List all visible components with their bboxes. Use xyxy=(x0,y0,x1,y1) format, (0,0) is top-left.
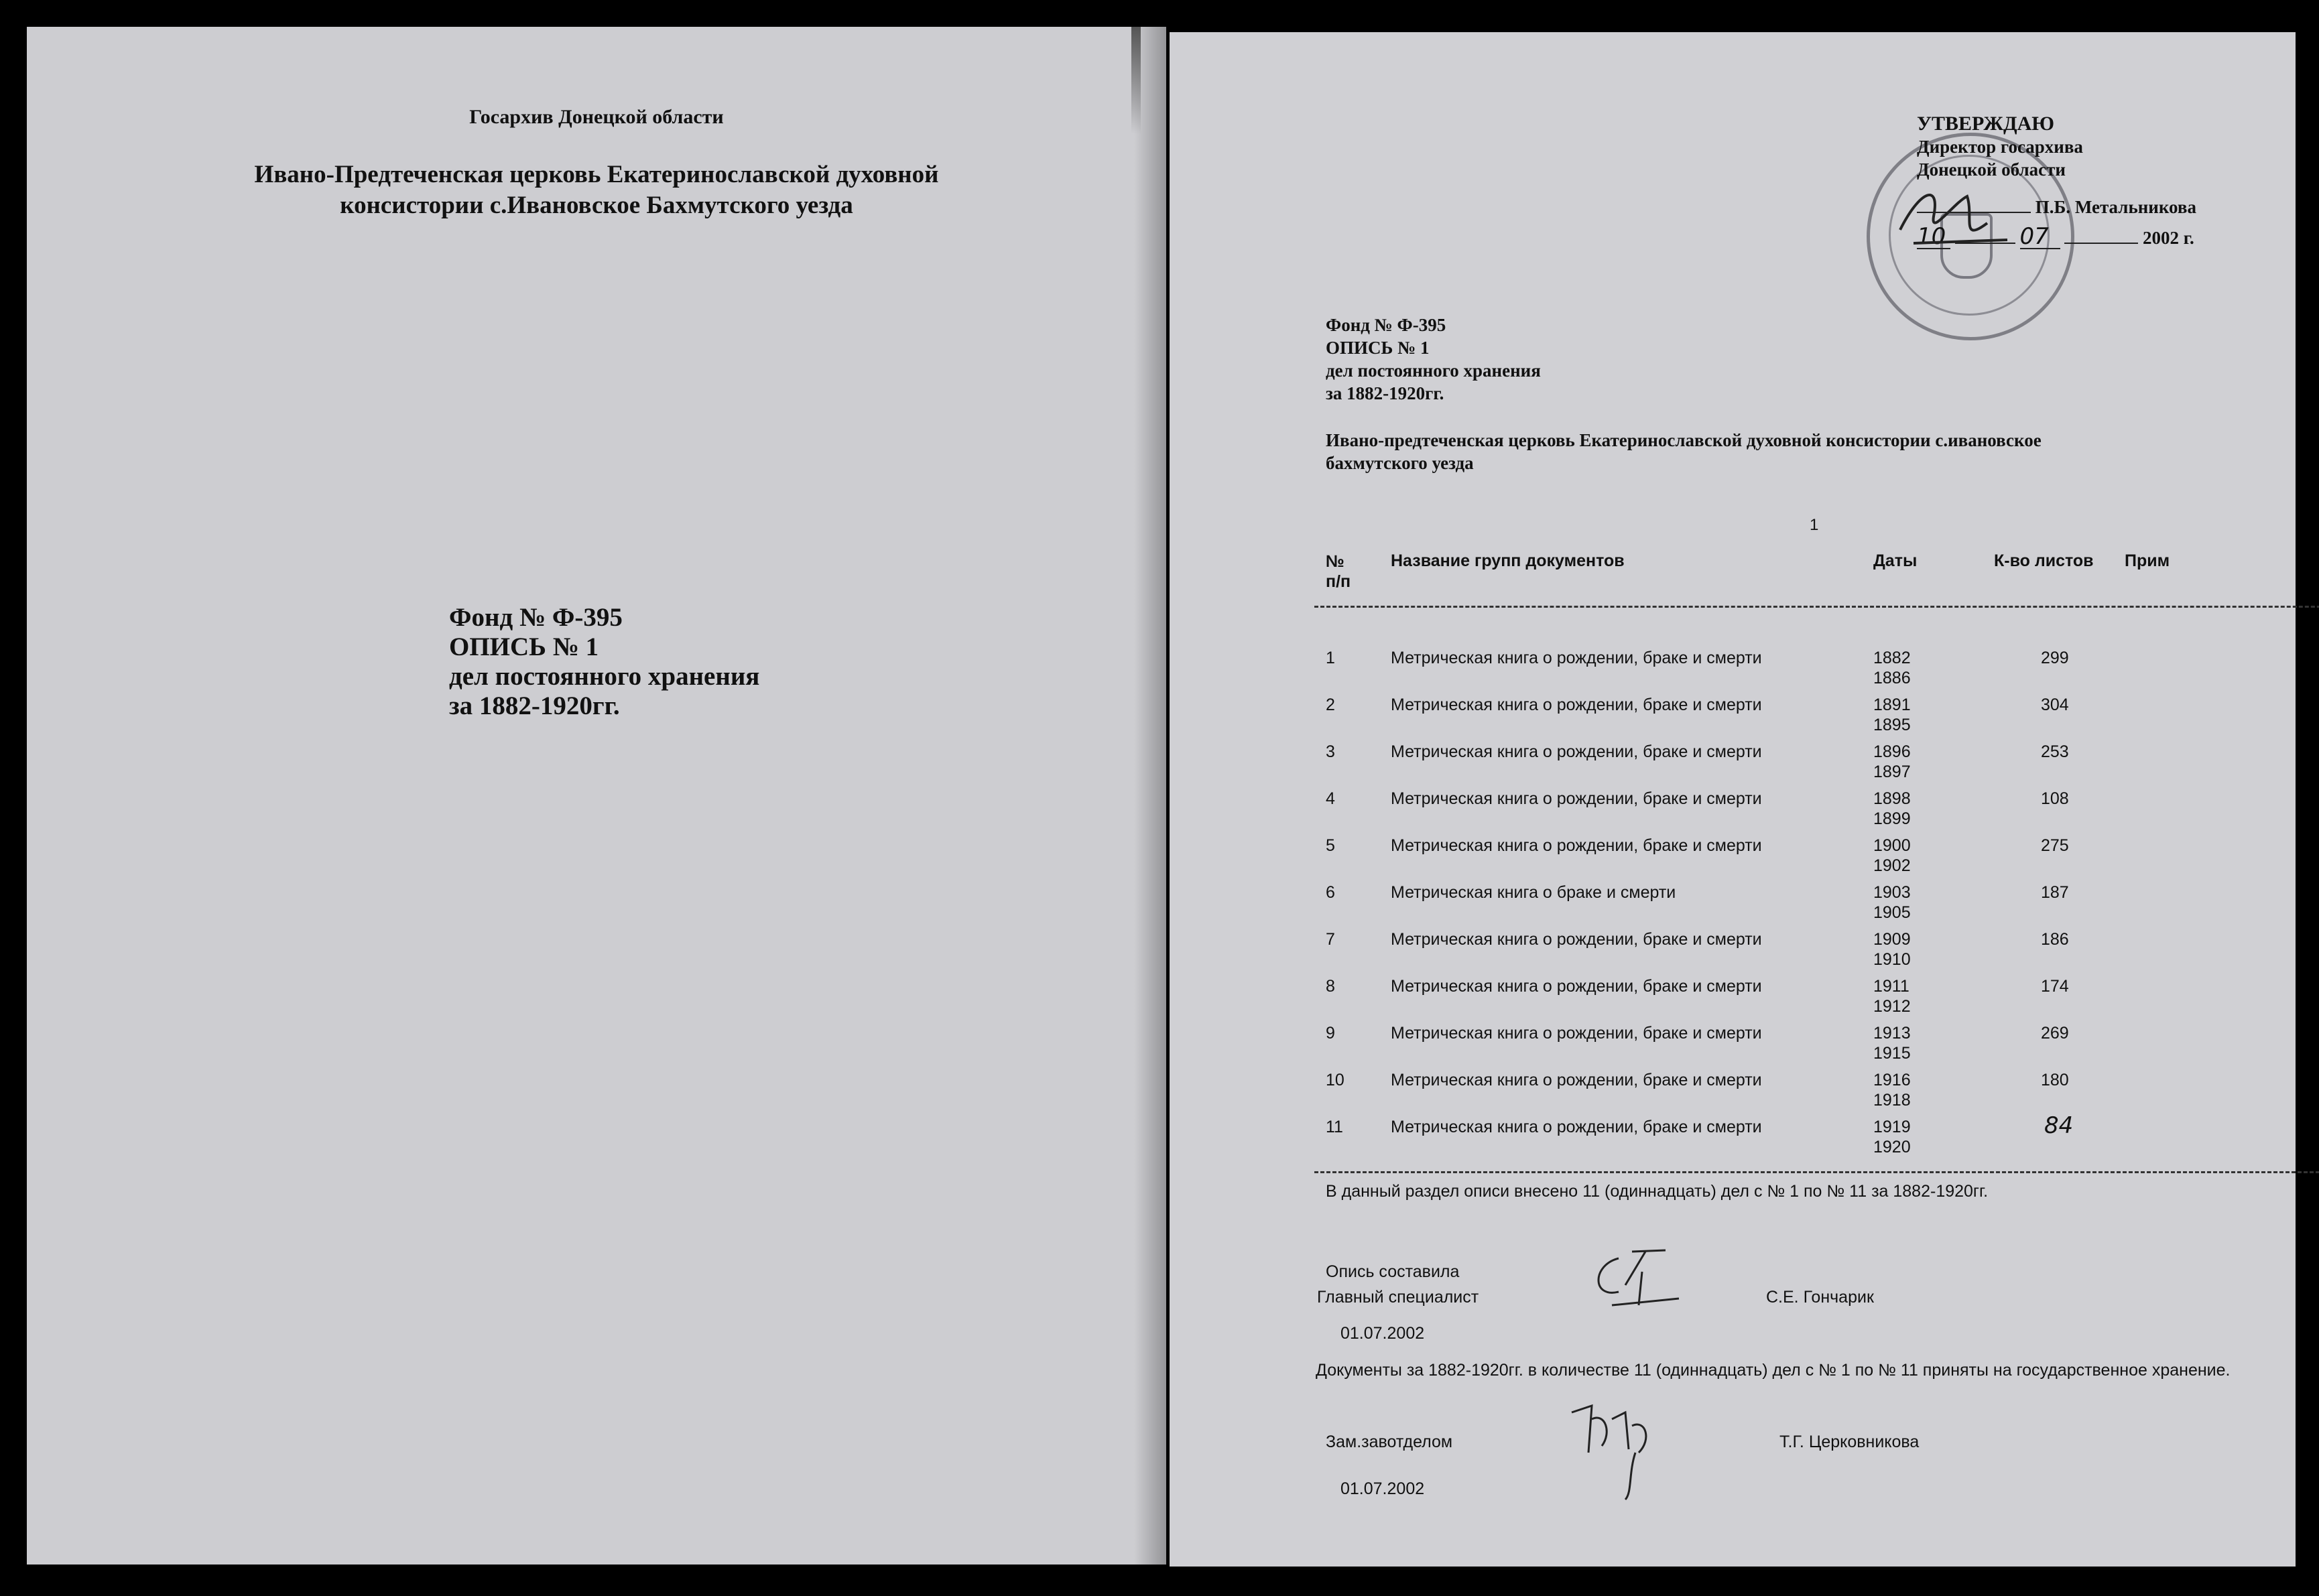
church-title-line1: Ивано-предтеченская церковь Екатеринославской духовной консистории с.ивановское xyxy=(1326,430,2042,450)
table-row xyxy=(1170,649,2296,695)
row-year-end: 1910 xyxy=(1873,950,1911,969)
approval-role2: Донецкой области xyxy=(1917,159,2066,180)
header-dates: Даты xyxy=(1873,551,1918,570)
row-num: 10 xyxy=(1326,1071,1344,1089)
opis-number: ОПИСЬ № 1 xyxy=(1326,338,1430,358)
right-fond-block xyxy=(1326,314,1541,405)
director-signature xyxy=(1893,176,2014,270)
row-sheets: 180 xyxy=(2041,1071,2069,1089)
page-number: 1 xyxy=(1810,516,1819,534)
accepted-text: Документы за 1882-1920гг. в количестве 11 (одиннадцать) дел с № 1 по № 11 приняты на государственное хранение. xyxy=(1316,1361,2231,1380)
row-year-start: 1911 xyxy=(1873,977,1909,996)
approval-title: УТВЕРЖДАЮ xyxy=(1917,113,2055,135)
table-row xyxy=(1170,1071,2296,1118)
header-num-line1: № xyxy=(1326,552,1344,571)
row-year-end: 1902 xyxy=(1873,856,1911,875)
row-num: 3 xyxy=(1326,742,1335,761)
compiled-name: С.Е. Гончарик xyxy=(1766,1288,1874,1307)
compiled-date: 01.07.2002 xyxy=(1340,1324,1425,1343)
row-name: Метрическая книга о рождении, браке и смерти xyxy=(1391,742,1762,761)
church-title-line2: бахмутского уезда xyxy=(1326,453,1474,473)
table-divider-bottom xyxy=(1314,1171,2319,1173)
head-signature xyxy=(1565,1392,1666,1506)
approval-role1: Директор госархива xyxy=(1917,137,2083,157)
row-name: Метрическая книга о рождении, браке и смерти xyxy=(1391,1024,1762,1043)
row-year-end: 1905 xyxy=(1873,903,1911,922)
row-year-end: 1912 xyxy=(1873,997,1911,1016)
left-page xyxy=(27,27,1166,1565)
row-num: 4 xyxy=(1326,789,1335,808)
period: за 1882-1920гг. xyxy=(1326,383,1444,403)
row-name: Метрическая книга о рождении, браке и смерти xyxy=(1391,649,1762,667)
row-num: 7 xyxy=(1326,930,1335,949)
table-row xyxy=(1170,695,2296,742)
row-year-end: 1915 xyxy=(1873,1044,1911,1063)
table-row xyxy=(1170,883,2296,930)
table-row xyxy=(1170,1024,2296,1071)
header-sheets: К-во листов xyxy=(1994,551,2094,570)
table-row xyxy=(1170,836,2296,883)
row-num: 1 xyxy=(1326,649,1335,667)
church-title xyxy=(1326,429,2197,474)
church-title xyxy=(27,159,1166,221)
row-year-end: 1899 xyxy=(1873,809,1911,828)
row-name: Метрическая книга о рождении, браке и смерти xyxy=(1391,836,1762,855)
row-year-end: 1897 xyxy=(1873,762,1911,781)
table-row xyxy=(1170,789,2296,836)
row-name: Метрическая книга о рождении, браке и смерти xyxy=(1391,1071,1762,1089)
row-name: Метрическая книга о браке и смерти xyxy=(1391,883,1676,902)
row-sheets: 174 xyxy=(2041,977,2069,996)
row-year-start: 1903 xyxy=(1873,883,1911,902)
row-year-start: 1909 xyxy=(1873,930,1911,949)
right-page xyxy=(1170,32,2296,1567)
fond-number: Фонд № Ф-395 xyxy=(1326,315,1446,335)
row-year-start: 1919 xyxy=(1873,1118,1911,1136)
page-fold-shadow xyxy=(1134,27,1166,1565)
row-year-start: 1896 xyxy=(1873,742,1911,761)
header-num xyxy=(1326,551,1351,592)
row-num: 6 xyxy=(1326,883,1335,902)
archive-name: Госархив Донецкой области xyxy=(469,106,724,128)
page-fold-top xyxy=(1131,27,1141,134)
row-sheets: 186 xyxy=(2041,930,2069,949)
row-sheets-handwritten: 84 xyxy=(2044,1112,2074,1139)
row-year-start: 1916 xyxy=(1873,1071,1911,1089)
fond-number: Фонд № Ф-395 xyxy=(449,603,623,632)
row-num: 9 xyxy=(1326,1024,1335,1043)
row-name: Метрическая книга о рождении, браке и смерти xyxy=(1391,977,1762,996)
storage-type: дел постоянного хранения xyxy=(1326,360,1541,381)
approval-name: П.Б. Метальникова xyxy=(2035,197,2196,217)
row-sheets: 275 xyxy=(2041,836,2069,855)
church-title-line2: консистории с.Ивановское Бахмутского уезда xyxy=(340,192,853,219)
compiler-signature xyxy=(1585,1245,1686,1319)
table-row xyxy=(1170,742,2296,789)
header-name: Название групп документов xyxy=(1391,551,1625,570)
head-date: 01.07.2002 xyxy=(1340,1479,1425,1498)
row-sheets: 253 xyxy=(2041,742,2069,761)
row-sheets: 187 xyxy=(2041,883,2069,902)
row-sheets: 108 xyxy=(2041,789,2069,808)
row-year-start: 1913 xyxy=(1873,1024,1911,1043)
row-sheets: 299 xyxy=(2041,649,2069,667)
row-year-end: 1918 xyxy=(1873,1091,1911,1110)
row-year-start: 1898 xyxy=(1873,789,1911,808)
row-year-start: 1891 xyxy=(1873,695,1911,714)
head-name: Т.Г. Церковникова xyxy=(1779,1433,1920,1451)
opis-number: ОПИСЬ № 1 xyxy=(449,633,599,661)
approval-day: 10 xyxy=(1917,225,1950,249)
left-fond-block xyxy=(449,603,759,721)
row-name: Метрическая книга о рождении, браке и смерти xyxy=(1391,695,1762,714)
row-year-end: 1895 xyxy=(1873,716,1911,734)
row-num: 11 xyxy=(1326,1118,1343,1136)
row-name: Метрическая книга о рождении, браке и смерти xyxy=(1391,930,1762,949)
row-num: 5 xyxy=(1326,836,1335,855)
row-sheets: 269 xyxy=(2041,1024,2069,1043)
row-sheets: 304 xyxy=(2041,695,2069,714)
row-year-end: 1920 xyxy=(1873,1138,1911,1156)
header-note: Прим xyxy=(2125,551,2170,570)
table-row xyxy=(1170,930,2296,977)
row-name: Метрическая книга о рождении, браке и смерти xyxy=(1391,789,1762,808)
table-row xyxy=(1170,1112,2296,1165)
compiled-role: Главный специалист xyxy=(1317,1288,1479,1307)
head-role: Зам.завотделом xyxy=(1326,1433,1453,1451)
table-row xyxy=(1170,977,2296,1024)
storage-type: дел постоянного хранения xyxy=(449,662,760,691)
row-name: Метрическая книга о рождении, браке и смерти xyxy=(1391,1118,1762,1136)
row-year-end: 1886 xyxy=(1873,669,1911,687)
row-num: 2 xyxy=(1326,695,1335,714)
approval-month: 07 xyxy=(2020,225,2060,249)
period: за 1882-1920гг. xyxy=(449,691,620,720)
church-title-line1: Ивано-Предтеченская церковь Екатеринославской духовной xyxy=(254,161,939,188)
table-divider-top xyxy=(1314,606,2319,608)
approval-year: 2002 г. xyxy=(2143,228,2194,248)
row-year-start: 1882 xyxy=(1873,649,1911,667)
summary-text: В данный раздел описи внесено 11 (одиннадцать) дел с № 1 по № 11 за 1882-1920гг. xyxy=(1326,1182,1989,1201)
compiled-label: Опись составила xyxy=(1326,1262,1460,1281)
row-year-start: 1900 xyxy=(1873,836,1911,855)
header-num-line2: п/п xyxy=(1326,572,1351,591)
row-num: 8 xyxy=(1326,977,1335,996)
